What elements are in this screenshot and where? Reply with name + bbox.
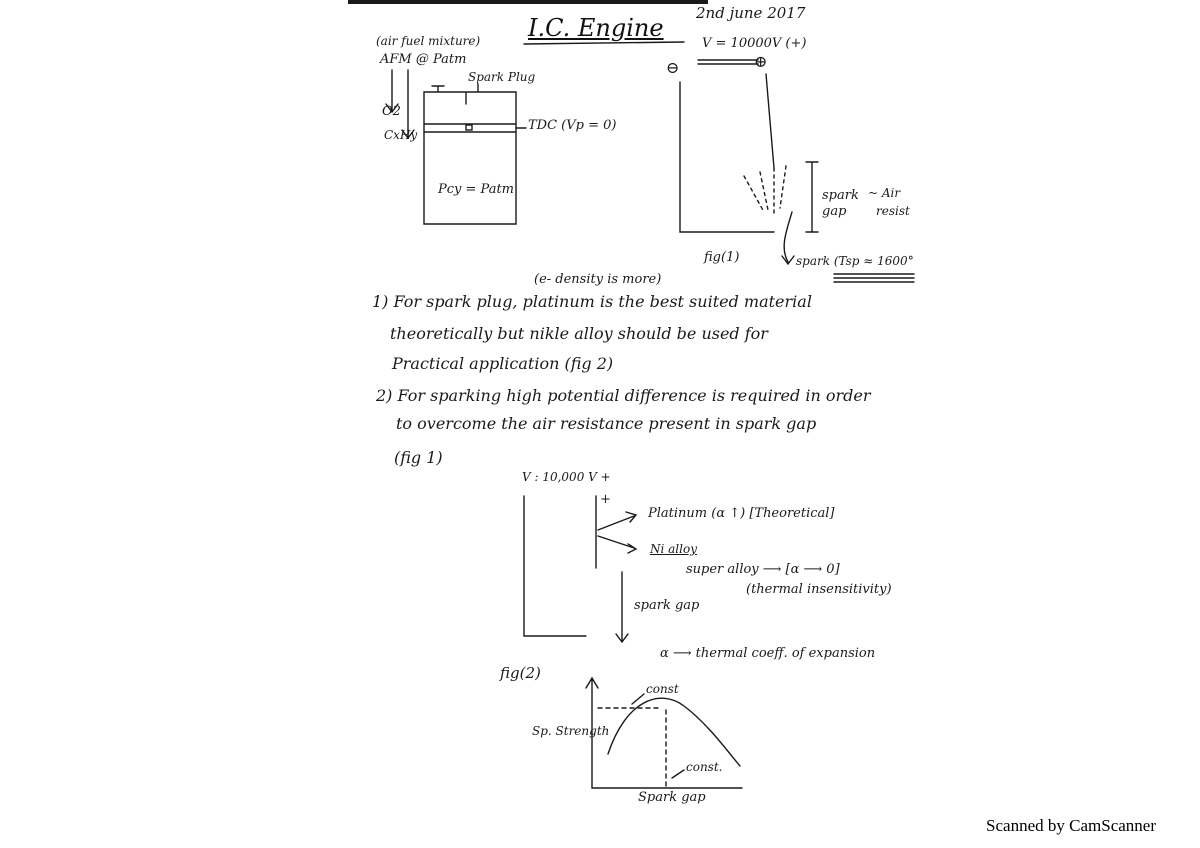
voltage-underline bbox=[698, 60, 758, 64]
fig2-voltage-label: V : 10,000 V + bbox=[522, 470, 611, 484]
pressure-label: Pcy = Patm bbox=[438, 182, 514, 197]
const-top-label: const bbox=[646, 682, 679, 696]
fig2-gap-arrow bbox=[616, 572, 628, 642]
page-date: 2nd june 2017 bbox=[696, 4, 806, 22]
afm-label: AFM @ Patm bbox=[380, 52, 467, 67]
plus-terminal-icon: ⊕ bbox=[754, 52, 768, 71]
fig1-label: fig(1) bbox=[704, 250, 740, 265]
fig2-spark-gap-label: spark gap bbox=[634, 598, 700, 613]
platinum-label: Platinum (α ↑) [Theoretical] bbox=[648, 506, 835, 521]
alpha-note: α ⟶ thermal coeff. of expansion bbox=[660, 646, 876, 661]
negative-electrode bbox=[680, 82, 774, 232]
spark-plug-label: Spark Plug bbox=[468, 70, 536, 84]
fig2-label: fig(2) bbox=[500, 664, 541, 682]
page-top-edge bbox=[348, 0, 708, 4]
spark-temp-underline bbox=[834, 274, 914, 282]
air-fuel-label: (air fuel mixture) bbox=[376, 34, 481, 48]
positive-electrode bbox=[766, 74, 774, 168]
title-underline bbox=[524, 42, 684, 44]
point1-line1: 1) For spark plug, platinum is the best suited material bbox=[372, 292, 812, 311]
piston-pin bbox=[466, 125, 472, 130]
spark-arrow bbox=[782, 212, 794, 264]
point1-line2: theoretically but nikle alloy should be used for bbox=[390, 324, 768, 343]
fig1-air-label: ~ Air bbox=[868, 186, 901, 200]
const-bottom-label: const. bbox=[686, 760, 723, 774]
cylinder-body bbox=[424, 92, 516, 224]
notebook-page bbox=[288, 0, 930, 812]
fig2-left-electrode bbox=[524, 496, 586, 636]
graph-x-label: Spark gap bbox=[638, 790, 706, 805]
graph-y-label: Sp. Strength bbox=[532, 724, 610, 738]
graph-curve bbox=[608, 698, 740, 766]
fig2-plus-mark: + bbox=[600, 492, 611, 507]
ni-alloy-label: Ni alloy bbox=[650, 542, 697, 556]
page-title: I.C. Engine bbox=[528, 14, 664, 42]
density-note: (e- density is more) bbox=[534, 272, 662, 287]
gap-bracket bbox=[806, 162, 818, 232]
spark-plug-electrode bbox=[466, 84, 478, 104]
platinum-arrow bbox=[598, 512, 636, 530]
graph-y-axis bbox=[586, 678, 598, 788]
point2-line2: to overcome the air resistance present in spark gap bbox=[396, 414, 817, 433]
point1-line3: Practical application (fig 2) bbox=[392, 354, 614, 373]
spark-temp-label: spark (Tsp ≈ 1600° bbox=[796, 254, 914, 268]
sketch-lines bbox=[288, 0, 930, 812]
ni-alloy-arrow bbox=[598, 536, 636, 553]
cylinder-valve bbox=[432, 86, 444, 92]
fuel-label: CxHy bbox=[384, 128, 418, 142]
graph-peak-line bbox=[598, 708, 666, 788]
const-top-arrow bbox=[632, 694, 644, 704]
fig1-spark-gap-label: spark gap bbox=[822, 188, 859, 219]
o2-label: O2 bbox=[382, 104, 401, 119]
tdc-label: TDC (Vp = 0) bbox=[528, 118, 617, 133]
fuel-arrow bbox=[402, 70, 414, 138]
minus-terminal-icon: ⊖ bbox=[666, 58, 680, 77]
const-bottom-arrow bbox=[672, 770, 684, 778]
fig1-voltage-label: V = 10000V (+) bbox=[702, 36, 807, 51]
scanned-by-footer: Scanned by CamScanner bbox=[986, 816, 1156, 835]
intake-arrow bbox=[386, 70, 398, 112]
fig1-resist-label: resist bbox=[876, 204, 910, 218]
super-alloy-label: super alloy ⟶ [α ⟶ 0] bbox=[686, 562, 840, 577]
thermal-insensitivity-label: (thermal insensitivity) bbox=[746, 582, 892, 597]
point2-line3: (fig 1) bbox=[394, 448, 443, 467]
spark-gap-rays bbox=[744, 166, 786, 214]
point2-line1: 2) For sparking high potential difference is required in order bbox=[376, 386, 871, 405]
